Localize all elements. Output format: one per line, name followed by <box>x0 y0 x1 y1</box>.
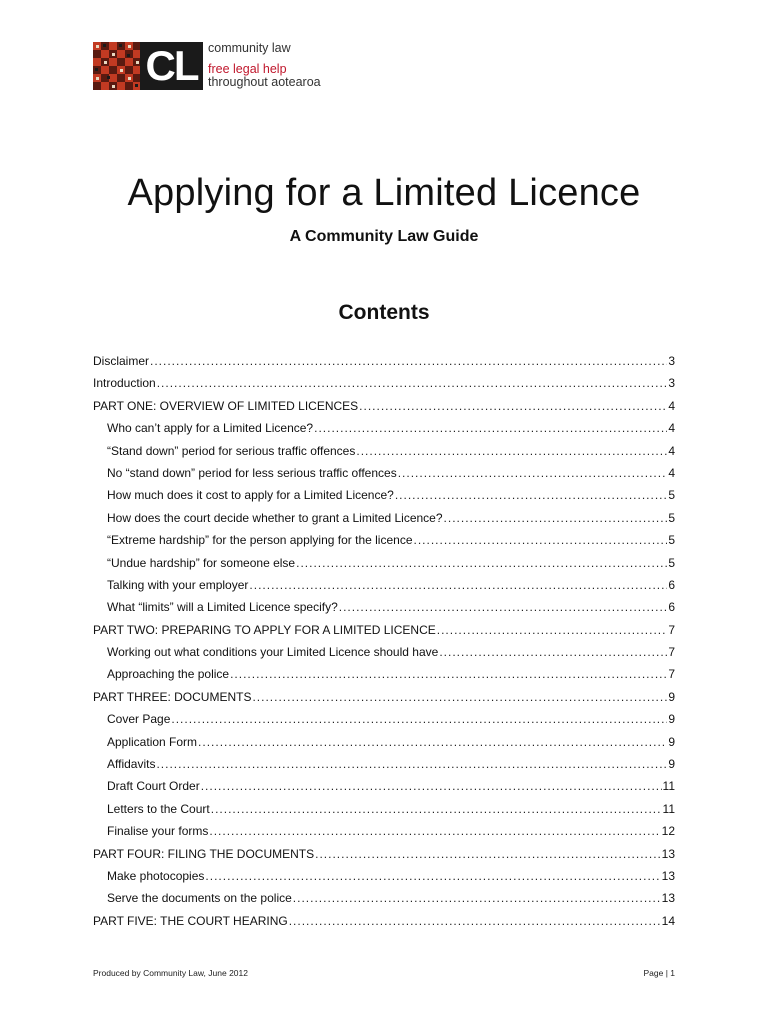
toc-entry-page: 5 <box>668 555 675 570</box>
toc-entry[interactable] <box>93 507 675 529</box>
toc-dot-leader <box>293 887 661 909</box>
toc-dot-leader <box>249 574 667 596</box>
toc-entry-page: 3 <box>668 376 675 391</box>
toc-entry[interactable] <box>93 372 675 394</box>
toc-dot-leader <box>398 462 668 484</box>
toc-entry-label: How much does it cost to apply for a Limited Licence? <box>107 488 394 503</box>
toc-dot-leader <box>211 798 662 820</box>
toc-dot-leader <box>444 507 668 529</box>
toc-entry[interactable] <box>93 529 675 551</box>
toc-entry-label: No “stand down” period for less serious traffic offences <box>107 465 397 480</box>
community-law-logo <box>93 42 321 90</box>
toc-entry-page: 12 <box>661 824 675 839</box>
toc-dot-leader <box>439 641 667 663</box>
toc-entry-label: PART TWO: PREPARING TO APPLY FOR A LIMITED LICENCE <box>93 622 436 637</box>
document-subtitle: A Community Law Guide <box>289 228 479 245</box>
toc-entry[interactable] <box>93 417 675 439</box>
logo-line-3: throughout aotearoa <box>208 75 321 89</box>
toc-entry-label: PART FOUR: FILING THE DOCUMENTS <box>93 846 315 861</box>
toc-entry-page: 5 <box>668 510 675 525</box>
toc-entry-page: 4 <box>668 398 675 413</box>
toc-entry[interactable] <box>93 843 675 865</box>
toc-dot-leader <box>359 395 667 417</box>
toc-entry-page: 4 <box>668 421 675 436</box>
toc-dot-leader <box>209 820 660 842</box>
toc-dot-leader <box>289 910 661 932</box>
toc-entry[interactable] <box>93 910 675 932</box>
toc-dot-leader <box>201 775 662 797</box>
toc-entry-label: Working out what conditions your Limited Licence should have <box>107 645 439 660</box>
toc-entry-page: 4 <box>668 443 675 458</box>
toc-entry-page: 7 <box>668 622 675 637</box>
toc-entry-page: 11 <box>662 801 675 816</box>
toc-entry-page: 7 <box>668 667 675 682</box>
toc-entry[interactable] <box>93 462 675 484</box>
toc-dot-leader <box>156 753 667 775</box>
toc-entry-page: 4 <box>668 465 675 480</box>
toc-entry-page: 9 <box>668 734 675 749</box>
toc-entry-page: 5 <box>668 488 675 503</box>
toc-dot-leader <box>230 663 667 685</box>
toc-entry-label: Cover Page <box>107 712 171 727</box>
toc-dot-leader <box>356 440 667 462</box>
toc-entry-page: 13 <box>661 891 675 906</box>
toc-dot-leader <box>314 417 667 439</box>
toc-entry-label: PART THREE: DOCUMENTS <box>93 689 252 704</box>
toc-dot-leader <box>205 865 660 887</box>
toc-entry-label: What “limits” will a Limited Licence specify? <box>107 600 338 615</box>
toc-entry[interactable] <box>93 395 675 417</box>
toc-entry-page: 9 <box>668 712 675 727</box>
toc-entry[interactable] <box>93 686 675 708</box>
toc-entry-label: “Extreme hardship” for the person applying for the licence <box>107 533 413 548</box>
toc-dot-leader <box>198 731 667 753</box>
toc-entry-page: 9 <box>668 757 675 772</box>
toc-entry-page: 9 <box>668 689 675 704</box>
document-title: Applying for a Limited Licence <box>127 172 641 214</box>
toc-entry[interactable] <box>93 619 675 641</box>
toc-entry-page: 13 <box>661 868 675 883</box>
toc-entry[interactable] <box>93 775 675 797</box>
toc-dot-leader <box>339 596 668 618</box>
toc-entry-page: 7 <box>668 645 675 660</box>
toc-dot-leader <box>395 484 668 506</box>
toc-entry-page: 6 <box>668 577 675 592</box>
toc-entry-page: 14 <box>661 913 675 928</box>
toc-entry-label: Make photocopies <box>107 868 205 883</box>
table-of-contents <box>93 350 675 932</box>
toc-entry[interactable] <box>93 552 675 574</box>
toc-entry[interactable] <box>93 753 675 775</box>
logo-line-1: community law <box>208 41 291 55</box>
toc-dot-leader <box>296 552 667 574</box>
toc-entry[interactable] <box>93 887 675 909</box>
footer-page-number: Page | 1 <box>643 968 675 978</box>
toc-entry-page: 13 <box>661 846 675 861</box>
toc-entry-page: 5 <box>668 533 675 548</box>
toc-entry[interactable] <box>93 596 675 618</box>
toc-entry-label: Introduction <box>93 376 156 391</box>
toc-entry-label: “Stand down” period for serious traffic offences <box>107 443 356 458</box>
toc-entry-label: Talking with your employer <box>107 577 249 592</box>
toc-entry[interactable] <box>93 574 675 596</box>
toc-dot-leader <box>437 619 668 641</box>
toc-entry[interactable] <box>93 484 675 506</box>
toc-entry-label: Draft Court Order <box>107 779 200 794</box>
toc-entry[interactable] <box>93 798 675 820</box>
toc-entry[interactable] <box>93 731 675 753</box>
logo-mark: CL <box>140 42 203 90</box>
footer-credit: Produced by Community Law, June 2012 <box>93 968 248 978</box>
toc-entry-page: 3 <box>668 354 675 368</box>
toc-entry-page: 11 <box>662 779 675 794</box>
toc-dot-leader <box>414 529 668 551</box>
toc-entry-label: PART ONE: OVERVIEW OF LIMITED LICENCES <box>93 398 359 413</box>
toc-entry[interactable] <box>93 440 675 462</box>
toc-entry-label: Disclaimer <box>93 354 150 368</box>
toc-entry-label: Letters to the Court <box>107 801 210 816</box>
toc-dot-leader <box>252 686 667 708</box>
toc-entry-label: PART FIVE: THE COURT HEARING <box>93 913 288 928</box>
toc-entry-label: How does the court decide whether to grant a Limited Licence? <box>107 510 443 525</box>
toc-entry-label: Who can’t apply for a Limited Licence? <box>107 421 314 436</box>
toc-entry-label: Approaching the police <box>107 667 230 682</box>
kowhaiwhai-pattern-icon <box>93 42 140 90</box>
toc-entry-label: Serve the documents on the police <box>107 891 292 906</box>
toc-dot-leader <box>157 372 668 394</box>
toc-entry-label: Finalise your forms <box>107 824 209 839</box>
toc-entry[interactable] <box>93 350 675 372</box>
toc-entry[interactable] <box>93 865 675 887</box>
logo-text <box>208 42 321 90</box>
toc-dot-leader <box>315 843 661 865</box>
logo-line-2: free legal help <box>208 61 287 76</box>
toc-entry[interactable] <box>93 820 675 842</box>
toc-entry-page: 6 <box>668 600 675 615</box>
toc-dot-leader <box>150 350 667 372</box>
contents-heading: Contents <box>338 301 430 324</box>
toc-entry[interactable] <box>93 708 675 730</box>
toc-entry[interactable] <box>93 663 675 685</box>
toc-entry-label: “Undue hardship” for someone else <box>107 555 296 570</box>
toc-entry-label: Affidavits <box>107 757 156 772</box>
toc-entry-label: Application Form <box>107 734 198 749</box>
toc-dot-leader <box>171 708 667 730</box>
toc-entry[interactable] <box>93 641 675 663</box>
